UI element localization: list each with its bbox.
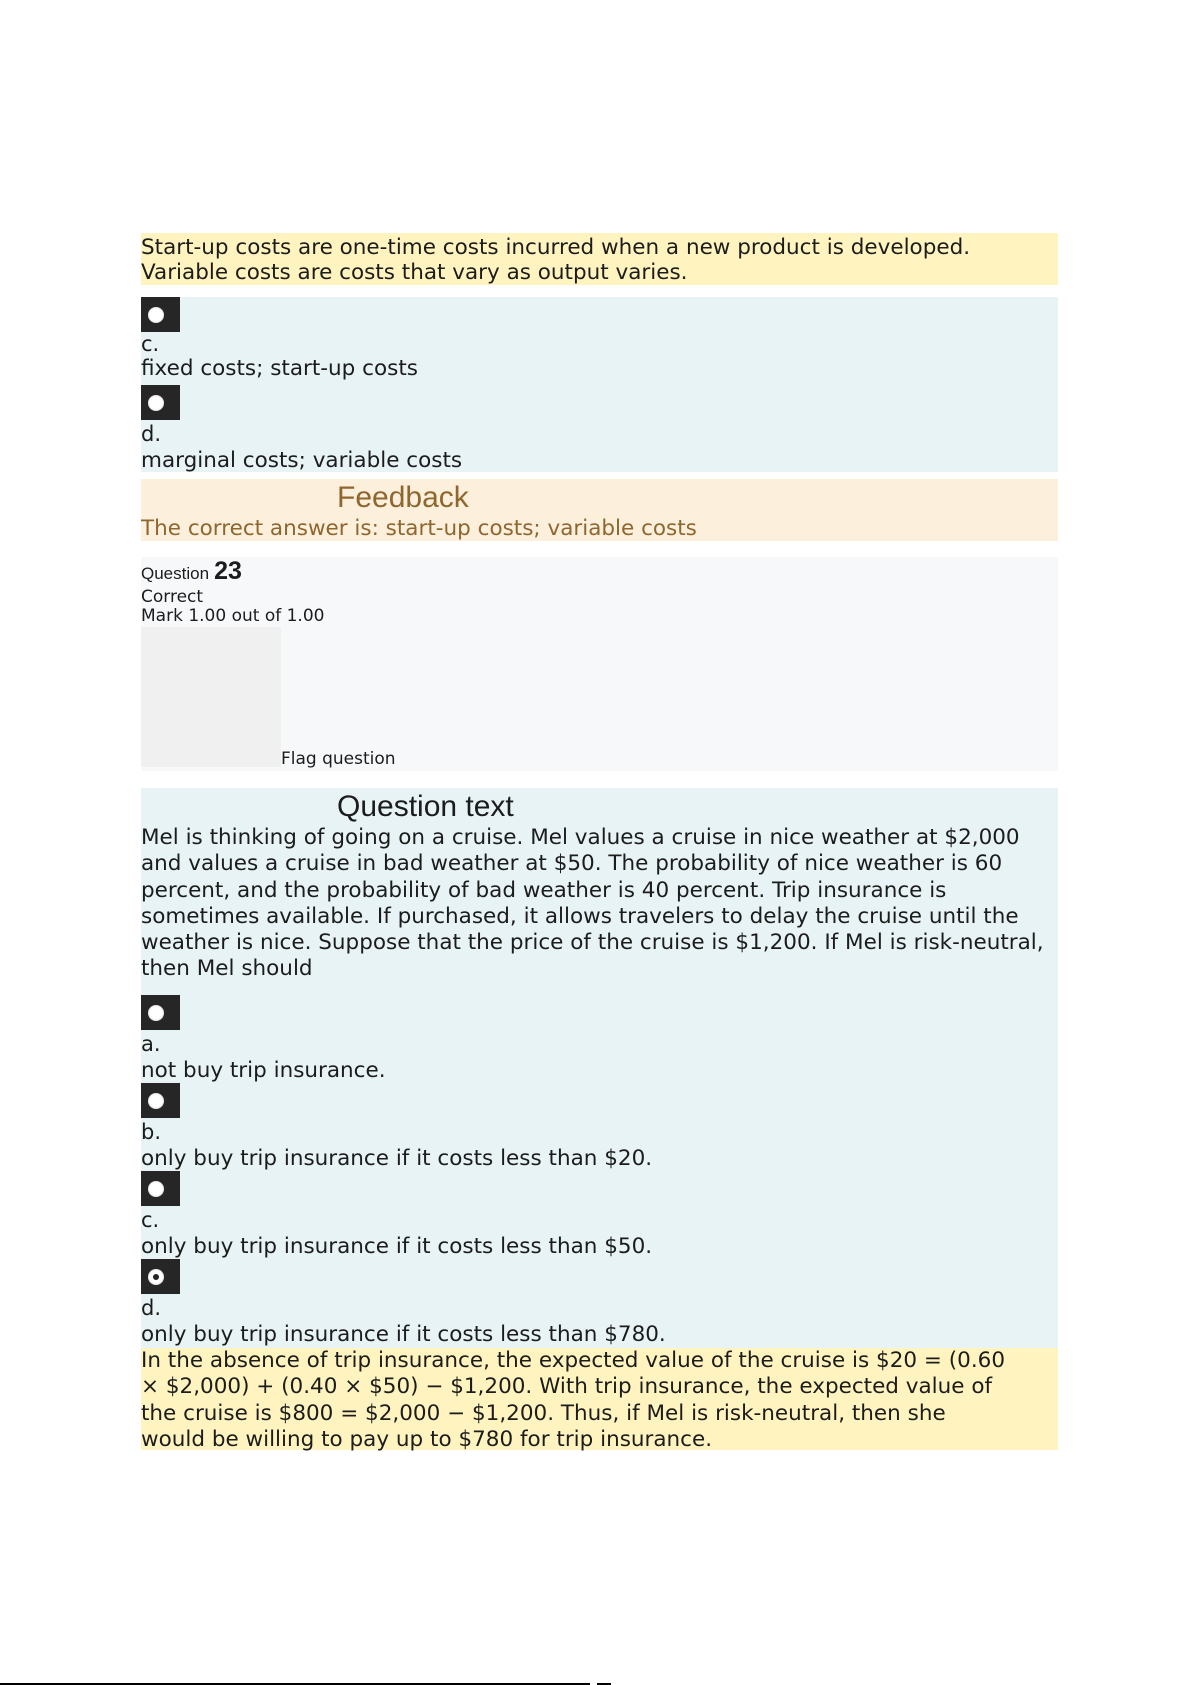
- radio-button[interactable]: [141, 385, 180, 420]
- option-letter: c.: [141, 332, 160, 356]
- answer-option[interactable]: [141, 1171, 652, 1260]
- question-content: [141, 788, 1058, 1348]
- radio-circle-icon: [148, 307, 164, 323]
- option-letter: c.: [141, 1208, 160, 1232]
- general-feedback-line1: Start-up costs are one-time costs incurred when a new product is developed.: [141, 235, 971, 260]
- option-text: fixed costs; start-up costs: [141, 356, 418, 381]
- option-text: only buy trip insurance if it costs less than $20.: [141, 1146, 653, 1171]
- explanation-line4: would be willing to pay up to $780 for trip insurance.: [141, 1426, 713, 1452]
- radio-circle-icon: [148, 1181, 164, 1197]
- option-text: only buy trip insurance if it costs less than $780.: [141, 1322, 666, 1347]
- radio-circle-icon: [148, 395, 164, 411]
- question-number-value: 23: [214, 557, 242, 585]
- option-letter: a.: [141, 1032, 161, 1056]
- general-feedback-previous: [141, 233, 1058, 285]
- answer-option[interactable]: [141, 995, 386, 1084]
- option-text: only buy trip insurance if it costs less than $50.: [141, 1234, 653, 1259]
- answer-option[interactable]: [141, 385, 1058, 474]
- radio-circle-icon: [148, 1005, 164, 1021]
- radio-button[interactable]: [141, 1259, 180, 1294]
- question-text-heading: Question text: [337, 790, 514, 823]
- answer-option[interactable]: [141, 297, 1058, 382]
- previous-answer-options: [141, 297, 1058, 472]
- option-letter: b.: [141, 1120, 162, 1144]
- option-letter: d.: [141, 1296, 162, 1320]
- explanation-line3: the cruise is $800 = $2,000 − $1,200. Thus, if Mel is risk-neutral, then she: [141, 1400, 946, 1426]
- question-state: Correct: [141, 587, 204, 607]
- question-label: Question: [141, 564, 210, 583]
- option-letter: d.: [141, 422, 162, 446]
- radio-button[interactable]: [141, 995, 180, 1030]
- explanation-line1: In the absence of trip insurance, the expected value of the cruise is $20 = (0.60: [141, 1348, 1006, 1373]
- explanation-line2: × $2,000) + (0.40 × $50) − $1,200. With trip insurance, the expected value of: [141, 1374, 993, 1400]
- radio-button[interactable]: [141, 1171, 180, 1206]
- answer-option-selected[interactable]: [141, 1259, 666, 1348]
- option-text: not buy trip insurance.: [141, 1058, 386, 1083]
- question-grade: Mark 1.00 out of 1.00: [141, 606, 325, 626]
- question-number: [141, 557, 242, 586]
- question-info: [141, 557, 1058, 771]
- flag-question-link[interactable]: Flag question: [281, 749, 396, 769]
- feedback-heading: Feedback: [337, 481, 469, 514]
- radio-selected-icon: [148, 1269, 164, 1285]
- general-feedback-line2: Variable costs are costs that vary as output varies.: [141, 260, 688, 285]
- answer-option[interactable]: [141, 1083, 652, 1172]
- flag-icon[interactable]: [141, 627, 281, 767]
- correct-answer-text: The correct answer is: start-up costs; variable costs: [141, 516, 697, 541]
- radio-circle-icon: [148, 1093, 164, 1109]
- general-feedback-explanation: [141, 1348, 1058, 1450]
- radio-button[interactable]: [141, 297, 180, 332]
- question-text: Mel is thinking of going on a cruise. Mel values a cruise in nice weather at $2,000 and values a cruise in bad weather at $50. The probability of nice weather is 60 percent, and the probability of bad weather is 40 percent. Trip insurance is sometimes available. If purchased, it allows travelers to delay the cruise until the weather is nice. Suppose that the price of the cruise is $1,200. If Mel is risk-neutral, then Mel should: [141, 825, 1044, 982]
- feedback-block: [141, 479, 1058, 541]
- radio-button[interactable]: [141, 1083, 180, 1118]
- option-text: marginal costs; variable costs: [141, 448, 463, 473]
